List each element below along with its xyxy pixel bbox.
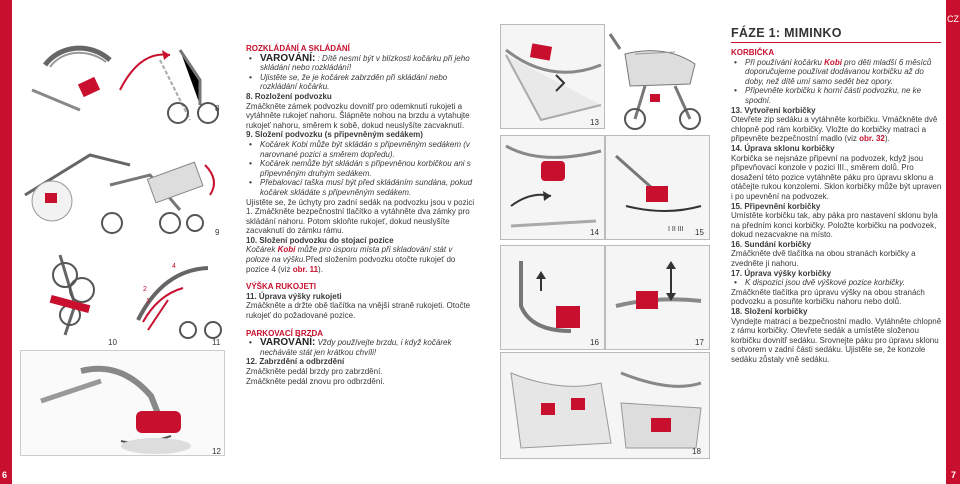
item-14-title: 14. Úprava sklonu korbičky [731, 143, 835, 153]
figure-number-11: 11 [212, 338, 221, 347]
warning-text: Vždy používejte brzdu, i když kočárek necháváte stát jen krátkou chvíli! [260, 338, 452, 357]
item-10-text2: Před složením podvozku otočte rukojeť do pozice 4 (viz [246, 255, 456, 274]
figure-18-fold-bassinet [500, 352, 710, 459]
warning-label: VAROVÁNÍ: [260, 337, 316, 349]
item-15-text: Umístěte korbičku tak, aby páka pro nastavení sklonu byla na předním konci korbičky. Položte korbičku na podvozek, dokud nezacvakne na místo. [731, 211, 938, 240]
section-heading-folding: ROZKLÁDÁNÍ A SKLÁDÁNÍ [246, 44, 350, 53]
item-17-text: Zmáčkněte tlačítka pro úpravu výšky na obou stranách podvozku a posuňte korbičku nahoru nebo dolů. [731, 287, 925, 307]
bullet-brake-check: • Ujistěte se, že je kočárek zabrzděn při skládání nebo rozkládání kočárku. [246, 73, 478, 92]
item-9-bullet-1: • Kočárek Kobi může být skládán s připevněným sedákem (v narovnané pozici a směrem dopředu). [246, 140, 478, 159]
item-10-title: 10. Složení podvozku do stojací pozice [246, 235, 394, 245]
ref-fig-11[interactable]: obr. 11 [292, 264, 319, 274]
figure-16-remove-bassinet [500, 245, 605, 350]
item-12-title: 12. Zabrzdění a odbrzdění [246, 357, 345, 367]
figure-8-unfold-illustration [20, 20, 225, 128]
left-red-margin [0, 0, 12, 484]
item-16-title: 16. Sundání korbičky [731, 239, 812, 249]
item-13-body: Otevřete zip sedáku a vytáhněte korbičku. Vmáčkněte dvě chlopně pod rám korbičky. Vložte do korbičky matraci a připevněte bezpečnostní madlo (viz [731, 115, 938, 144]
item-9-bullet-3: • Přebalovací taška musí být před skládáním sundána, pokud kočárek skládáte s připevněným sedákem. [246, 178, 478, 197]
figure-number-17: 17 [695, 338, 704, 347]
right-page-number: 7 [950, 470, 956, 480]
brand-name: Kobi [824, 57, 842, 67]
item-10-text [246, 245, 478, 274]
callout-4: 4 [172, 263, 176, 270]
figure-bassinet-on-stroller [605, 24, 710, 134]
figure-10-standing-illustration [20, 245, 120, 345]
item-9-bullet-2: • Kočárek nemůže být skládán s připevněnou korbičkou ani s připevněným druhým sedákem. [246, 159, 478, 178]
warning-folding [246, 54, 478, 73]
figure-12-brake-illustration [20, 350, 225, 456]
right-red-margin [946, 0, 960, 484]
phase-title: FÁZE 1: MIMINKO [731, 26, 842, 40]
item-14-text: Korbička se nejsnáze připevní na podvozek, když jsou připevňovací konzole v pozici III., směrem dolů. Pro dosažení této pozice vytáhněte páku pro úpravu sklonu a otáčejte rukou konzolemi. Sklon korbičky může být upraven i po upevnění na podvozek. [731, 153, 942, 201]
item-13-end: ). [884, 134, 890, 144]
warning-brake [246, 338, 478, 357]
figure-9-fold-illustration [20, 135, 225, 235]
item-8-title: 8. Rozložení podvozku [246, 91, 332, 101]
warning-label: VAROVÁNÍ: [260, 52, 316, 64]
item-9-title: 9. Složení podvozku (s připevněným sedákem) [246, 130, 423, 140]
item-11-text: Zmáčkněte a držte obě tlačítka na vnější straně rukojeti. Otočte rukojeť do požadované pozice. [246, 301, 471, 321]
callout-1: 1 [146, 298, 150, 305]
bullet-bassinet-age [731, 58, 943, 87]
section-heading-handle-height: VÝŠKA RUKOJETI [246, 282, 316, 292]
phase-title-underline [731, 42, 941, 43]
section-heading-bassinet: KORBIČKA [731, 48, 775, 57]
brand-name: Kobi [277, 245, 296, 255]
figure-number-16: 16 [590, 338, 599, 347]
b1-post: pro děti mladší 6 měsíců doporučujeme používat dodávanou korbičku až do doby, než dítě umí samo sedět bez opory. [745, 57, 932, 86]
figure-17-height-adjust [605, 245, 710, 350]
item-12-line-1: Zmáčkněte pedál brzdy pro zabrzdění. [246, 367, 383, 376]
figure-number-12: 12 [212, 447, 221, 456]
figure-11-handle-height-illustration [128, 250, 228, 345]
warning-text: : Dítě nesmí být v blízkosti kočárku při jeho skládání nebo rozkládání! [260, 53, 470, 73]
item-18-text: Vyndejte matraci a bezpečnostní madlo. Vytáhněte chlopně z rámu korbičky. Otevřete sedák a umístěte složenou korbičku dovnitř sedáku. Srovnejte páku pro úpravu sklonu s otvorem v zadní části sedáku. Ujistěte se, že konzole sedáku zůstaly vně sedáku. [731, 316, 942, 364]
figure-13-create-bassinet [500, 24, 605, 129]
figure-number-8: 8 [215, 104, 220, 113]
item-16-text: Zmáčkněte dvě tlačítka na obou stranách korbičky a zvedněte ji nahoru. [731, 249, 916, 269]
figure-number-13: 13 [590, 118, 599, 127]
right-page [480, 0, 960, 484]
figure-number-10: 10 [108, 338, 117, 347]
section-heading-parking-brake: PARKOVACÍ BRZDA [246, 328, 324, 338]
item-15-title: 15. Připevnění korbičky [731, 201, 821, 211]
left-page-number: 6 [2, 470, 8, 480]
item-10-post: může pro úsporu místa při skladování stát v poloze na výšku. [246, 245, 453, 265]
figure-15-attach-bassinet [605, 135, 710, 240]
item-11-title: 11. Úprava výšky rukojeti [246, 291, 342, 301]
item-13-title: 13. Vytvoření korbičky [731, 105, 816, 115]
item-9-text: Ujistěte se, že úchyty pro zadní sedák na podvozku jsou v pozici 1. Zmáčkněte bezpečnostní tlačítko a vytáhněte dva zámky pro skládání nahoru. Potom skloňte rukojeť, dokud neuslyšíte zacvaknutí do zámku rámu. [246, 197, 475, 236]
item-10-pre: Kočárek [246, 245, 278, 255]
item-10-text3: ). [318, 264, 323, 274]
language-tab: CZ [947, 14, 959, 24]
bullet-bassinet-attach: • Připevněte korbičku k horní části podvozku, ne ke spodní. [731, 86, 943, 105]
item-8-text: Zmáčkněte zámek podvozku dovnitř pro odemknutí rukojeti a vytáhněte rukojeť nahoru. Šlápněte nohou na brzdu a vytahujte rukojeť nahoru, směrem k sobě, dokud neuslyšíte zacvaknutí. [246, 101, 470, 130]
item-17-title: 17. Úprava výšky korbičky [731, 268, 832, 278]
svg-text:I II III: I II III [668, 226, 684, 233]
left-text-column [246, 44, 478, 386]
figure-number-15: 15 [695, 228, 704, 237]
figure-number-14: 14 [590, 228, 599, 237]
figure-14-adjust-incline [500, 135, 605, 240]
item-13-text [731, 115, 943, 144]
item-17-bullet: • K dispozici jsou dvě výškové pozice korbičky. [731, 278, 943, 288]
b1-pre: Při používání kočárku [745, 57, 825, 67]
figure-number-18: 18 [692, 447, 701, 456]
item-12-line-2: Zmáčkněte pedál znovu pro odbrzdění. [246, 376, 385, 386]
item-18-title: 18. Složení korbičky [731, 307, 808, 317]
callout-2: 2 [143, 286, 147, 293]
figure-number-9: 9 [215, 228, 220, 237]
right-text-column [731, 48, 943, 365]
ref-fig-32[interactable]: obr. 32 [859, 134, 885, 144]
